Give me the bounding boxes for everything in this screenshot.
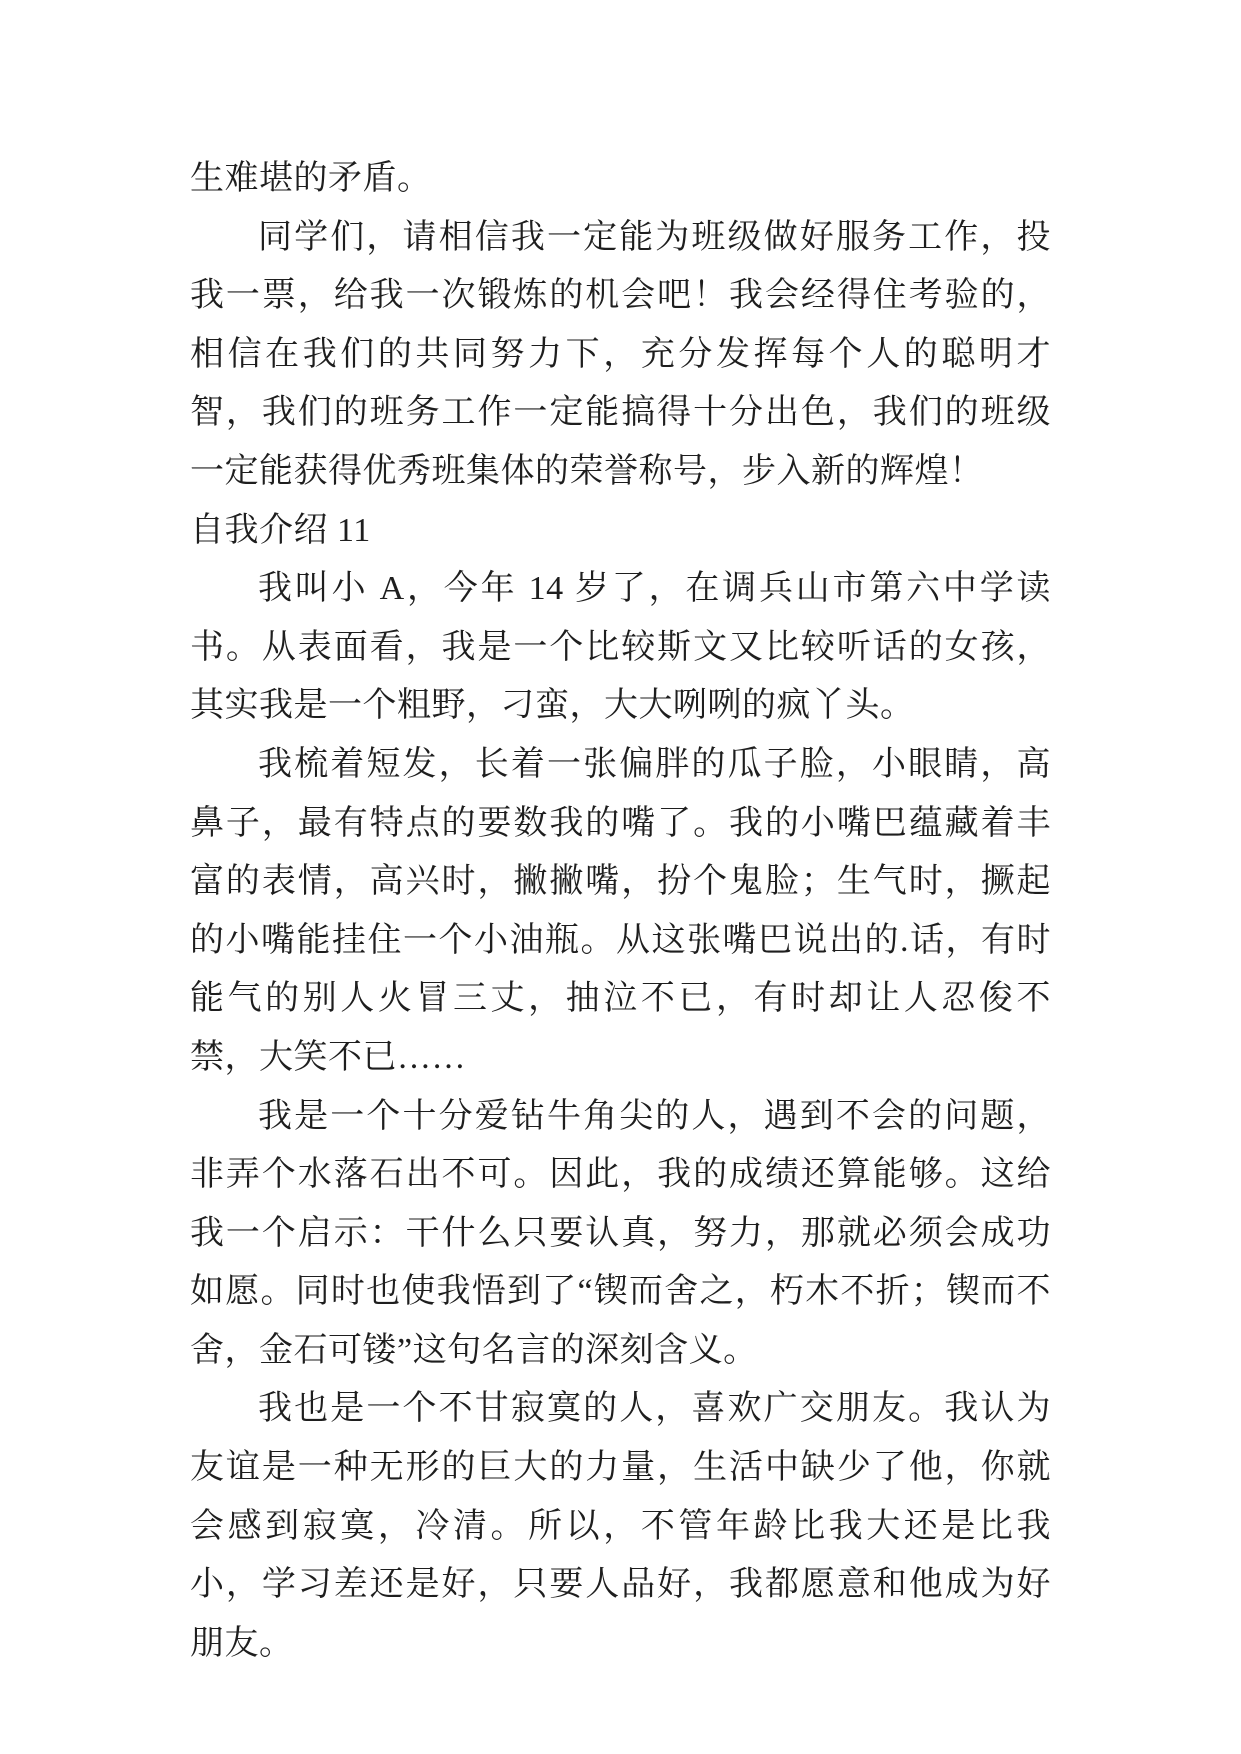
- paragraph: 同学们，请相信我一定能为班级做好服务工作，投我一票，给我一次锻炼的机会吧！我会经得住考验的，相信在我们的共同努力下，充分发挥每个人的聪明才智，我们的班务工作一定能搞得十分出色，我们的班级一定能获得优秀班集体的荣誉称号，步入新的辉煌！: [190, 218, 1051, 490]
- paragraph: 我梳着短发，长着一张偏胖的瓜子脸，小眼睛，高鼻子，最有特点的要数我的嘴了。我的小嘴巴蕴藏着丰富的表情，高兴时，撇撇嘴，扮个鬼脸；生气时，撅起的小嘴能挂住一个小油瓶。从这张嘴巴说出的.话，有时能气的别人火冒三丈，抽泣不已，有时却让人忍俊不禁，大笑不已……: [190, 745, 1051, 1076]
- paragraph: 我也是一个不甘寂寞的人，喜欢广交朋友。我认为友谊是一种无形的巨大的力量，生活中缺少了他，你就会感到寂寞，冷清。所以，不管年龄比我大还是比我小，学习差还是好，只要人品好，我都愿意和他成为好朋友。: [190, 1390, 1051, 1662]
- paragraph: 我叫小 A，今年 14 岁了，在调兵山市第六中学读书。从表面看，我是一个比较斯文又比较听话的女孩，其实我是一个粗野，刁蛮，大大咧咧的疯丫头。: [190, 570, 1051, 725]
- section-heading: 自我介绍 11: [190, 511, 371, 549]
- paragraph-continuation: 生难堪的矛盾。: [190, 160, 432, 197]
- essay-text: [190, 150, 1051, 1673]
- paragraph: 我是一个十分爱钻牛角尖的人，遇到不会的问题，非弄个水落石出不可。因此，我的成绩还算能够。这给我一个启示：干什么只要认真，努力，那就必须会成功如愿。同时也使我悟到了“锲而舍之，朽木不折；锲而不舍，金石可镂”这句名言的深刻含义。: [190, 1097, 1051, 1369]
